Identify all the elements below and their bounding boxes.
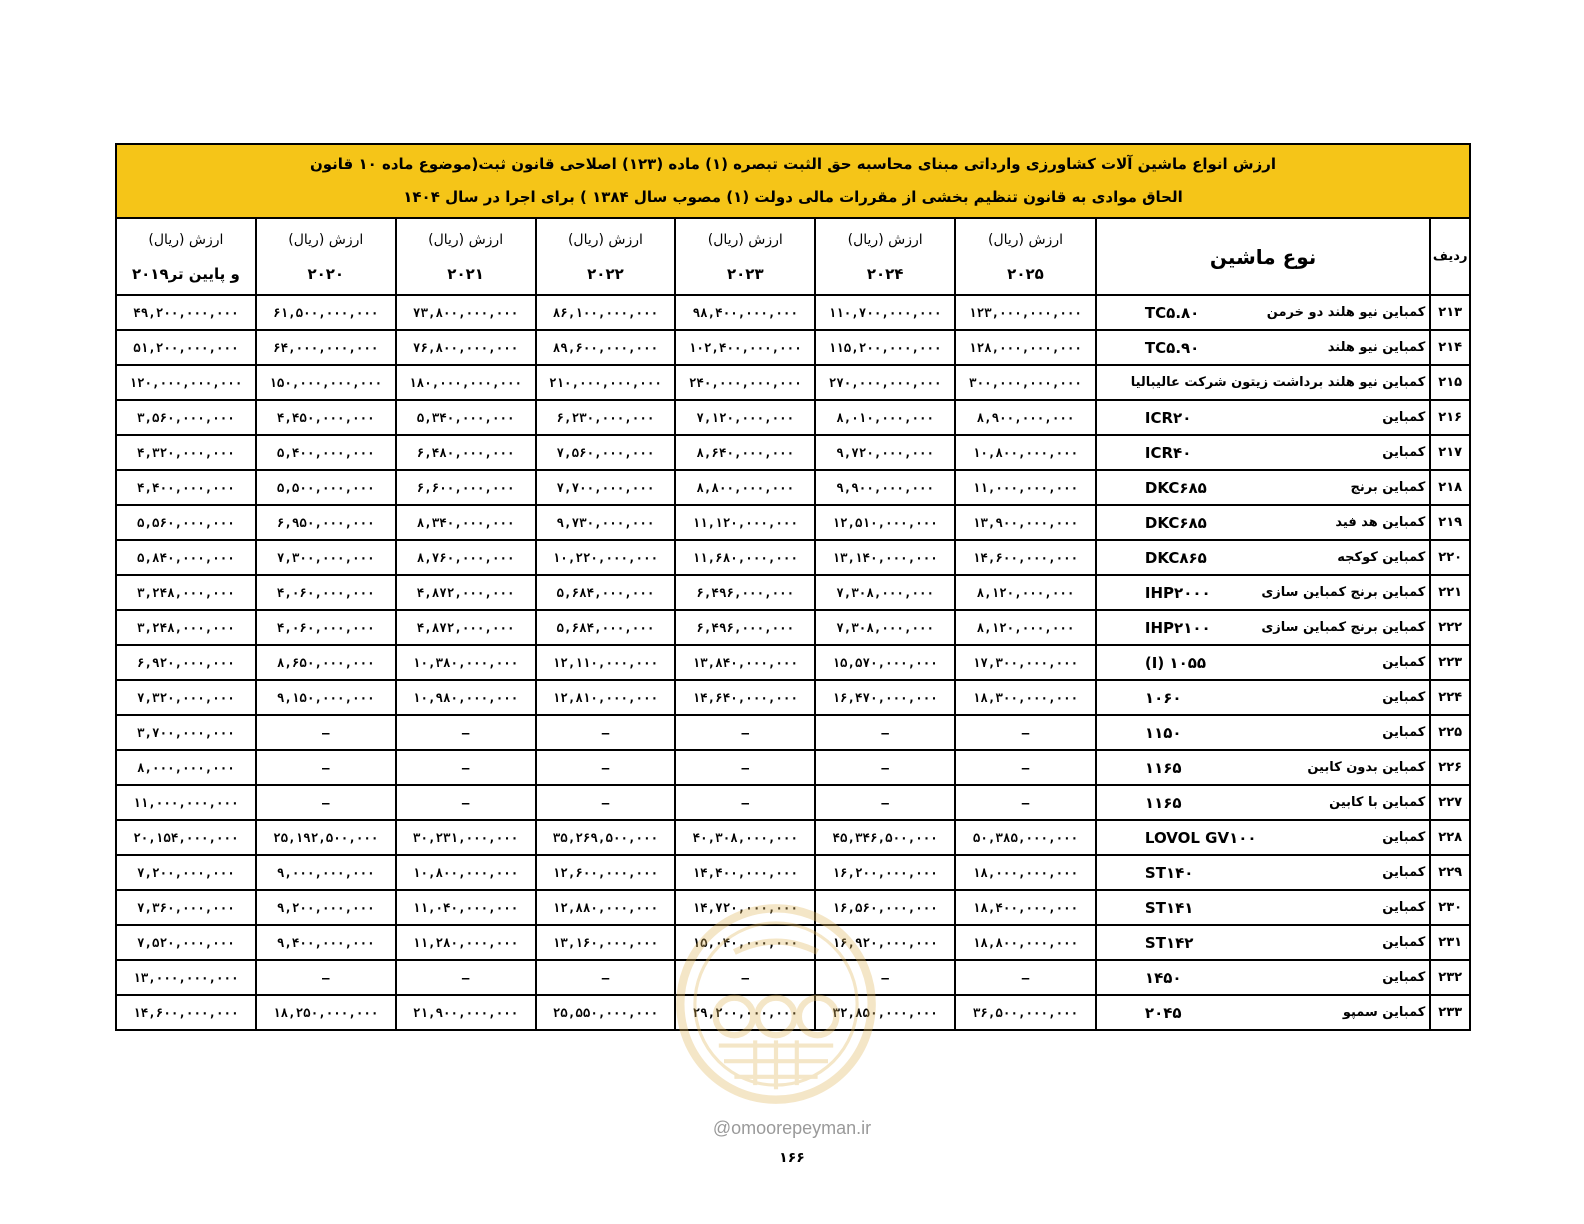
col-header-machine-type: نوع ماشین (1096, 218, 1430, 295)
value-cell: ۶,۶۰۰,۰۰۰,۰۰۰ (396, 470, 536, 505)
table-row (116, 750, 1470, 785)
table-title-line-1: ارزش انواع ماشین آلات کشاورزی وارداتی مبنای محاسبه حق الثبت تبصره (۱) ماده (۱۲۳) اصلاحی قانون ثبت(موضوع ماده ۱۰ قانون (309, 155, 1277, 173)
machine-name: کمباین برنج کمباین سازی (1261, 620, 1426, 635)
value-cell: ۱۵,۵۷۰,۰۰۰,۰۰۰ (815, 645, 955, 680)
table-row (116, 680, 1470, 715)
col-header-value-2020: ارزش (ریال) ۲۰۲۰ (256, 218, 396, 295)
value-cell: ۱۸,۸۰۰,۰۰۰,۰۰۰ (955, 925, 1096, 960)
value-cell: ۱۲,۶۰۰,۰۰۰,۰۰۰ (536, 855, 676, 890)
value-cell: ۱۳,۱۴۰,۰۰۰,۰۰۰ (815, 540, 955, 575)
value-cell: ۱۶,۹۲۰,۰۰۰,۰۰۰ (815, 925, 955, 960)
value-cell: – (815, 960, 955, 995)
value-cell: – (955, 715, 1096, 750)
value-cell: ۴,۰۶۰,۰۰۰,۰۰۰ (256, 610, 396, 645)
value-cell: ۶۱,۵۰۰,۰۰۰,۰۰۰ (256, 295, 396, 330)
value-cell: ۱۳,۸۴۰,۰۰۰,۰۰۰ (675, 645, 815, 680)
value-cell: ۶,۴۸۰,۰۰۰,۰۰۰ (396, 435, 536, 470)
machine-name: کمباین بدون کابین (1307, 760, 1426, 775)
value-cell: – (815, 715, 955, 750)
value-cell: ۳۶,۵۰۰,۰۰۰,۰۰۰ (955, 995, 1096, 1030)
value-cell: ۷,۷۰۰,۰۰۰,۰۰۰ (536, 470, 676, 505)
value-cell: ۱۷,۳۰۰,۰۰۰,۰۰۰ (955, 645, 1096, 680)
value-cell: ۹,۴۰۰,۰۰۰,۰۰۰ (256, 925, 396, 960)
value-cell: ۳,۷۰۰,۰۰۰,۰۰۰ (116, 715, 256, 750)
price-table-sheet (115, 143, 1471, 1031)
value-cell: ۱۱,۲۸۰,۰۰۰,۰۰۰ (396, 925, 536, 960)
value-cell: ۱۴,۶۴۰,۰۰۰,۰۰۰ (675, 680, 815, 715)
value-cell: – (536, 960, 676, 995)
value-cell: ۷۶,۸۰۰,۰۰۰,۰۰۰ (396, 330, 536, 365)
value-cell: ۳۰,۲۳۱,۰۰۰,۰۰۰ (396, 820, 536, 855)
machine-name: کمباین (1382, 690, 1426, 705)
table-row (116, 890, 1470, 925)
value-cell: ۱۰,۳۸۰,۰۰۰,۰۰۰ (396, 645, 536, 680)
value-cell: ۷,۲۰۰,۰۰۰,۰۰۰ (116, 855, 256, 890)
machine-model: ۱۱۵۰ (1144, 723, 1182, 742)
value-cell: ۸,۸۰۰,۰۰۰,۰۰۰ (675, 470, 815, 505)
value-cell: ۸,۱۲۰,۰۰۰,۰۰۰ (955, 610, 1096, 645)
value-cell: ۲۰,۱۵۴,۰۰۰,۰۰۰ (116, 820, 256, 855)
table-row (116, 995, 1470, 1030)
machine-model: ST۱۴۲ (1144, 933, 1194, 952)
value-cell: ۱۲,۱۱۰,۰۰۰,۰۰۰ (536, 645, 676, 680)
row-number-cell: ۲۲۸ (1430, 820, 1470, 855)
value-cell: ۸,۳۴۰,۰۰۰,۰۰۰ (396, 505, 536, 540)
machine-name: کمباین نیو هلند برداشت زیتون شرکت عالیبالیا (1130, 375, 1426, 390)
row-number-cell: ۲۱۹ (1430, 505, 1470, 540)
machine-model: LOVOL GV۱۰۰ (1144, 828, 1257, 847)
value-cell: ۱۸۰,۰۰۰,۰۰۰,۰۰۰ (396, 365, 536, 400)
row-number-cell: ۲۱۳ (1430, 295, 1470, 330)
value-cell: – (955, 785, 1096, 820)
machine-name-cell (1096, 365, 1430, 400)
value-cell: ۵,۸۴۰,۰۰۰,۰۰۰ (116, 540, 256, 575)
row-number-cell: ۲۱۷ (1430, 435, 1470, 470)
value-cell: ۳۰۰,۰۰۰,۰۰۰,۰۰۰ (955, 365, 1096, 400)
machine-model: ۲۰۴۵ (1144, 1003, 1182, 1022)
row-number-cell: ۲۱۸ (1430, 470, 1470, 505)
table-row (116, 400, 1470, 435)
value-cell: ۴,۴۰۰,۰۰۰,۰۰۰ (116, 470, 256, 505)
machine-model: ۱۰۶۰ (1144, 688, 1182, 707)
machine-name: کمباین برنج (1350, 480, 1426, 495)
value-cell: ۱۱,۰۰۰,۰۰۰,۰۰۰ (116, 785, 256, 820)
value-cell: – (256, 960, 396, 995)
table-row (116, 610, 1470, 645)
column-header-row (116, 218, 1470, 295)
value-cell: ۱۱,۶۸۰,۰۰۰,۰۰۰ (675, 540, 815, 575)
value-cell: ۱۰۲,۴۰۰,۰۰۰,۰۰۰ (675, 330, 815, 365)
value-cell: ۱۳,۱۶۰,۰۰۰,۰۰۰ (536, 925, 676, 960)
machine-name-cell (1096, 575, 1430, 610)
value-cell: ۴۹,۲۰۰,۰۰۰,۰۰۰ (116, 295, 256, 330)
machine-model: ST۱۴۱ (1144, 898, 1194, 917)
table-row (116, 645, 1470, 680)
value-cell: ۲۵,۱۹۲,۵۰۰,۰۰۰ (256, 820, 396, 855)
value-cell: ۱۶,۵۶۰,۰۰۰,۰۰۰ (815, 890, 955, 925)
value-cell: ۱۵,۰۴۰,۰۰۰,۰۰۰ (675, 925, 815, 960)
row-number-cell: ۲۱۶ (1430, 400, 1470, 435)
machine-name: کمباین سمپو (1342, 1005, 1426, 1020)
value-cell: ۵,۳۴۰,۰۰۰,۰۰۰ (396, 400, 536, 435)
value-cell: ۱۴,۶۰۰,۰۰۰,۰۰۰ (955, 540, 1096, 575)
value-cell: ۱۰,۸۰۰,۰۰۰,۰۰۰ (955, 435, 1096, 470)
value-cell: ۲۱۰,۰۰۰,۰۰۰,۰۰۰ (536, 365, 676, 400)
machine-model: ۱۱۶۵ (1144, 758, 1182, 777)
value-cell: ۵,۶۸۴,۰۰۰,۰۰۰ (536, 575, 676, 610)
value-cell: ۵,۵۰۰,۰۰۰,۰۰۰ (256, 470, 396, 505)
value-cell: – (256, 785, 396, 820)
machine-model: DKC۸۶۵ (1144, 548, 1207, 567)
table-row (116, 540, 1470, 575)
machine-name-cell (1096, 470, 1430, 505)
value-cell: ۱۶,۴۷۰,۰۰۰,۰۰۰ (815, 680, 955, 715)
value-cell: ۹,۹۰۰,۰۰۰,۰۰۰ (815, 470, 955, 505)
col-header-row-number: ردیف (1430, 218, 1470, 295)
table-row (116, 785, 1470, 820)
machine-name: کمباین هد فید (1335, 515, 1426, 530)
value-cell: ۱۲۰,۰۰۰,۰۰۰,۰۰۰ (116, 365, 256, 400)
value-cell: ۷,۵۶۰,۰۰۰,۰۰۰ (536, 435, 676, 470)
machine-model: ICR۴۰ (1144, 443, 1192, 462)
value-cell: – (675, 960, 815, 995)
value-cell: ۱۰,۹۸۰,۰۰۰,۰۰۰ (396, 680, 536, 715)
value-cell: – (675, 750, 815, 785)
machine-name-cell (1096, 505, 1430, 540)
machine-model: (I) ۱۰۵۵ (1144, 653, 1207, 672)
row-number-cell: ۲۱۵ (1430, 365, 1470, 400)
value-cell: ۴,۸۷۲,۰۰۰,۰۰۰ (396, 610, 536, 645)
table-row (116, 330, 1470, 365)
machine-model: ST۱۴۰ (1144, 863, 1194, 882)
value-cell: ۱۸,۰۰۰,۰۰۰,۰۰۰ (955, 855, 1096, 890)
machine-name-cell (1096, 995, 1430, 1030)
value-cell: ۱۸,۲۵۰,۰۰۰,۰۰۰ (256, 995, 396, 1030)
machine-name-cell (1096, 960, 1430, 995)
value-cell: ۷,۳۰۰,۰۰۰,۰۰۰ (256, 540, 396, 575)
machine-name-cell (1096, 610, 1430, 645)
value-cell: ۶,۲۳۰,۰۰۰,۰۰۰ (536, 400, 676, 435)
value-cell: – (396, 715, 536, 750)
table-row (116, 505, 1470, 540)
table-body (116, 295, 1470, 1030)
table-row (116, 435, 1470, 470)
value-cell: ۱۱۰,۷۰۰,۰۰۰,۰۰۰ (815, 295, 955, 330)
value-cell: ۲۵,۵۵۰,۰۰۰,۰۰۰ (536, 995, 676, 1030)
col-header-value-2022: ارزش (ریال) ۲۰۲۲ (536, 218, 676, 295)
value-cell: ۲۹,۲۰۰,۰۰۰,۰۰۰ (675, 995, 815, 1030)
value-cell: ۱۴,۴۰۰,۰۰۰,۰۰۰ (675, 855, 815, 890)
row-number-cell: ۲۲۳ (1430, 645, 1470, 680)
col-header-value-2023: ارزش (ریال) ۲۰۲۳ (675, 218, 815, 295)
table-row (116, 820, 1470, 855)
table-title-line-2: الحاق موادی به قانون تنظیم بخشی از مقررات مالی دولت (۱) مصوب سال ۱۳۸۴ ) برای اجرا در سال ۱۴۰۴ (403, 188, 1183, 206)
value-cell: – (256, 750, 396, 785)
value-cell: – (815, 750, 955, 785)
value-cell: ۷,۱۲۰,۰۰۰,۰۰۰ (675, 400, 815, 435)
value-cell: ۸۶,۱۰۰,۰۰۰,۰۰۰ (536, 295, 676, 330)
row-number-cell: ۲۲۵ (1430, 715, 1470, 750)
value-cell: ۳,۲۴۸,۰۰۰,۰۰۰ (116, 610, 256, 645)
value-cell: ۷,۳۰۸,۰۰۰,۰۰۰ (815, 575, 955, 610)
value-cell: ۱۲۸,۰۰۰,۰۰۰,۰۰۰ (955, 330, 1096, 365)
value-cell: ۱۸,۴۰۰,۰۰۰,۰۰۰ (955, 890, 1096, 925)
value-cell: ۹,۱۵۰,۰۰۰,۰۰۰ (256, 680, 396, 715)
table-row (116, 575, 1470, 610)
machine-name: کمباین (1382, 830, 1426, 845)
value-cell: ۹,۲۰۰,۰۰۰,۰۰۰ (256, 890, 396, 925)
table-row (116, 960, 1470, 995)
machine-name-cell (1096, 645, 1430, 680)
row-number-cell: ۲۱۴ (1430, 330, 1470, 365)
value-cell: – (396, 960, 536, 995)
table-row (116, 470, 1470, 505)
row-number-cell: ۲۲۷ (1430, 785, 1470, 820)
value-cell: ۳۲,۸۵۰,۰۰۰,۰۰۰ (815, 995, 955, 1030)
value-cell: ۱۱,۰۰۰,۰۰۰,۰۰۰ (955, 470, 1096, 505)
machine-name-cell (1096, 715, 1430, 750)
machine-model: ICR۲۰ (1144, 408, 1192, 427)
machine-name-cell (1096, 680, 1430, 715)
machine-model: TC۵.۹۰ (1144, 338, 1200, 357)
value-cell: ۱۳,۰۰۰,۰۰۰,۰۰۰ (116, 960, 256, 995)
machine-name-cell (1096, 540, 1430, 575)
value-cell: ۱۸,۳۰۰,۰۰۰,۰۰۰ (955, 680, 1096, 715)
value-cell: ۵۰,۳۸۵,۰۰۰,۰۰۰ (955, 820, 1096, 855)
machine-model: IHP۲۱۰۰ (1144, 618, 1211, 637)
value-cell: ۷۳,۸۰۰,۰۰۰,۰۰۰ (396, 295, 536, 330)
col-header-value-2019: ارزش (ریال) ۲۰۱۹و پایین تر (116, 218, 256, 295)
row-number-cell: ۲۲۴ (1430, 680, 1470, 715)
machine-name: کمباین نیو هلند (1327, 340, 1426, 355)
value-cell: ۱۱,۰۴۰,۰۰۰,۰۰۰ (396, 890, 536, 925)
machine-model: IHP۲۰۰۰ (1144, 583, 1211, 602)
value-cell: ۶,۹۲۰,۰۰۰,۰۰۰ (116, 645, 256, 680)
value-cell: ۵,۴۰۰,۰۰۰,۰۰۰ (256, 435, 396, 470)
machine-model: ۱۱۶۵ (1144, 793, 1182, 812)
table-row (116, 295, 1470, 330)
row-number-cell: ۲۲۹ (1430, 855, 1470, 890)
value-cell: ۶,۴۹۶,۰۰۰,۰۰۰ (675, 610, 815, 645)
value-cell: ۴,۸۷۲,۰۰۰,۰۰۰ (396, 575, 536, 610)
machine-name: کمباین (1382, 445, 1426, 460)
machine-model: TC۵.۸۰ (1144, 303, 1200, 322)
value-cell: ۳,۲۴۸,۰۰۰,۰۰۰ (116, 575, 256, 610)
machine-name: کمباین برنج کمباین سازی (1261, 585, 1426, 600)
value-cell: ۱۴,۷۲۰,۰۰۰,۰۰۰ (675, 890, 815, 925)
machine-name: کمباین (1382, 655, 1426, 670)
machine-name-cell (1096, 400, 1430, 435)
value-cell: ۱۰,۲۲۰,۰۰۰,۰۰۰ (536, 540, 676, 575)
value-cell: ۴,۳۲۰,۰۰۰,۰۰۰ (116, 435, 256, 470)
col-header-value-2021: ارزش (ریال) ۲۰۲۱ (396, 218, 536, 295)
value-cell: ۸۹,۶۰۰,۰۰۰,۰۰۰ (536, 330, 676, 365)
machine-name-cell (1096, 785, 1430, 820)
value-cell: ۹,۷۲۰,۰۰۰,۰۰۰ (815, 435, 955, 470)
value-cell: ۱۰,۸۰۰,۰۰۰,۰۰۰ (396, 855, 536, 890)
machine-name: کمباین (1382, 725, 1426, 740)
machine-name: کمباین (1382, 410, 1426, 425)
value-cell: – (955, 960, 1096, 995)
machine-name-cell (1096, 820, 1430, 855)
col-header-value-2024: ارزش (ریال) ۲۰۲۴ (815, 218, 955, 295)
table-row (116, 365, 1470, 400)
machine-name: کمباین (1382, 970, 1426, 985)
value-cell: ۲۷۰,۰۰۰,۰۰۰,۰۰۰ (815, 365, 955, 400)
machine-name: کمباین (1382, 865, 1426, 880)
value-cell: ۸,۰۰۰,۰۰۰,۰۰۰ (116, 750, 256, 785)
value-cell: ۱۶,۲۰۰,۰۰۰,۰۰۰ (815, 855, 955, 890)
value-cell: ۱۲۳,۰۰۰,۰۰۰,۰۰۰ (955, 295, 1096, 330)
value-cell: ۱۱,۱۲۰,۰۰۰,۰۰۰ (675, 505, 815, 540)
value-cell: – (396, 785, 536, 820)
value-cell: ۱۱۵,۲۰۰,۰۰۰,۰۰۰ (815, 330, 955, 365)
value-cell: ۷,۳۶۰,۰۰۰,۰۰۰ (116, 890, 256, 925)
value-cell: ۸,۷۶۰,۰۰۰,۰۰۰ (396, 540, 536, 575)
page-number: ۱۶۶ (779, 1150, 805, 1166)
value-cell: – (536, 715, 676, 750)
machine-name-cell (1096, 890, 1430, 925)
value-cell: ۹۸,۴۰۰,۰۰۰,۰۰۰ (675, 295, 815, 330)
machine-name-cell (1096, 925, 1430, 960)
machine-name-cell (1096, 855, 1430, 890)
row-number-cell: ۲۲۰ (1430, 540, 1470, 575)
machine-name: کمباین با کابین (1329, 795, 1426, 810)
value-cell: ۶۴,۰۰۰,۰۰۰,۰۰۰ (256, 330, 396, 365)
row-number-cell: ۲۲۲ (1430, 610, 1470, 645)
value-cell: ۴۵,۳۴۶,۵۰۰,۰۰۰ (815, 820, 955, 855)
value-cell: ۴,۰۶۰,۰۰۰,۰۰۰ (256, 575, 396, 610)
machine-price-table (115, 143, 1471, 1031)
value-cell: ۹,۰۰۰,۰۰۰,۰۰۰ (256, 855, 396, 890)
value-cell: ۱۵۰,۰۰۰,۰۰۰,۰۰۰ (256, 365, 396, 400)
machine-name: کمباین کوکجه (1337, 550, 1426, 565)
machine-name-cell (1096, 750, 1430, 785)
value-cell: ۱۲,۸۱۰,۰۰۰,۰۰۰ (536, 680, 676, 715)
machine-name-cell (1096, 435, 1430, 470)
row-number-cell: ۲۳۰ (1430, 890, 1470, 925)
value-cell: ۷,۳۲۰,۰۰۰,۰۰۰ (116, 680, 256, 715)
value-cell: – (256, 715, 396, 750)
value-cell: – (396, 750, 536, 785)
table-title (116, 144, 1470, 218)
value-cell: – (536, 785, 676, 820)
machine-model: ۱۴۵۰ (1144, 968, 1182, 987)
value-cell: ۳۵,۲۶۹,۵۰۰,۰۰۰ (536, 820, 676, 855)
value-cell: ۵,۵۶۰,۰۰۰,۰۰۰ (116, 505, 256, 540)
value-cell: ۸,۶۴۰,۰۰۰,۰۰۰ (675, 435, 815, 470)
value-cell: ۲۴۰,۰۰۰,۰۰۰,۰۰۰ (675, 365, 815, 400)
machine-name: کمباین (1382, 900, 1426, 915)
value-cell: ۵,۶۸۴,۰۰۰,۰۰۰ (536, 610, 676, 645)
machine-model: DKC۶۸۵ (1144, 478, 1207, 497)
row-number-cell: ۲۳۱ (1430, 925, 1470, 960)
row-number-cell: ۲۳۳ (1430, 995, 1470, 1030)
value-cell: ۳,۵۶۰,۰۰۰,۰۰۰ (116, 400, 256, 435)
value-cell: ۸,۶۵۰,۰۰۰,۰۰۰ (256, 645, 396, 680)
row-number-cell: ۲۲۱ (1430, 575, 1470, 610)
value-cell: ۵۱,۲۰۰,۰۰۰,۰۰۰ (116, 330, 256, 365)
value-cell: – (815, 785, 955, 820)
table-row (116, 925, 1470, 960)
col-header-value-2025: ارزش (ریال) ۲۰۲۵ (955, 218, 1096, 295)
row-number-cell: ۲۳۲ (1430, 960, 1470, 995)
value-cell: ۸,۹۰۰,۰۰۰,۰۰۰ (955, 400, 1096, 435)
value-cell: ۹,۷۳۰,۰۰۰,۰۰۰ (536, 505, 676, 540)
machine-name-cell (1096, 295, 1430, 330)
value-cell: – (955, 750, 1096, 785)
value-cell: ۴۰,۳۰۸,۰۰۰,۰۰۰ (675, 820, 815, 855)
value-cell: ۶,۹۵۰,۰۰۰,۰۰۰ (256, 505, 396, 540)
value-cell: ۱۲,۸۸۰,۰۰۰,۰۰۰ (536, 890, 676, 925)
value-cell: ۲۱,۹۰۰,۰۰۰,۰۰۰ (396, 995, 536, 1030)
value-cell: ۱۴,۶۰۰,۰۰۰,۰۰۰ (116, 995, 256, 1030)
value-cell: ۱۳,۹۰۰,۰۰۰,۰۰۰ (955, 505, 1096, 540)
machine-name: کمباین (1382, 935, 1426, 950)
website-watermark: @omoorepeyman.ir (712, 1118, 872, 1138)
machine-name-cell (1096, 330, 1430, 365)
value-cell: – (536, 750, 676, 785)
value-cell: – (675, 715, 815, 750)
table-row (116, 715, 1470, 750)
value-cell: ۷,۵۲۰,۰۰۰,۰۰۰ (116, 925, 256, 960)
row-number-cell: ۲۲۶ (1430, 750, 1470, 785)
value-cell: ۴,۴۵۰,۰۰۰,۰۰۰ (256, 400, 396, 435)
value-cell: – (675, 785, 815, 820)
value-cell: ۱۲,۵۱۰,۰۰۰,۰۰۰ (815, 505, 955, 540)
value-cell: ۸,۰۱۰,۰۰۰,۰۰۰ (815, 400, 955, 435)
value-cell: ۶,۴۹۶,۰۰۰,۰۰۰ (675, 575, 815, 610)
value-cell: ۷,۳۰۸,۰۰۰,۰۰۰ (815, 610, 955, 645)
value-cell: ۸,۱۲۰,۰۰۰,۰۰۰ (955, 575, 1096, 610)
table-row (116, 855, 1470, 890)
machine-name: کمباین نیو هلند دو خرمن (1266, 305, 1426, 320)
machine-model: DKC۶۸۵ (1144, 513, 1207, 532)
